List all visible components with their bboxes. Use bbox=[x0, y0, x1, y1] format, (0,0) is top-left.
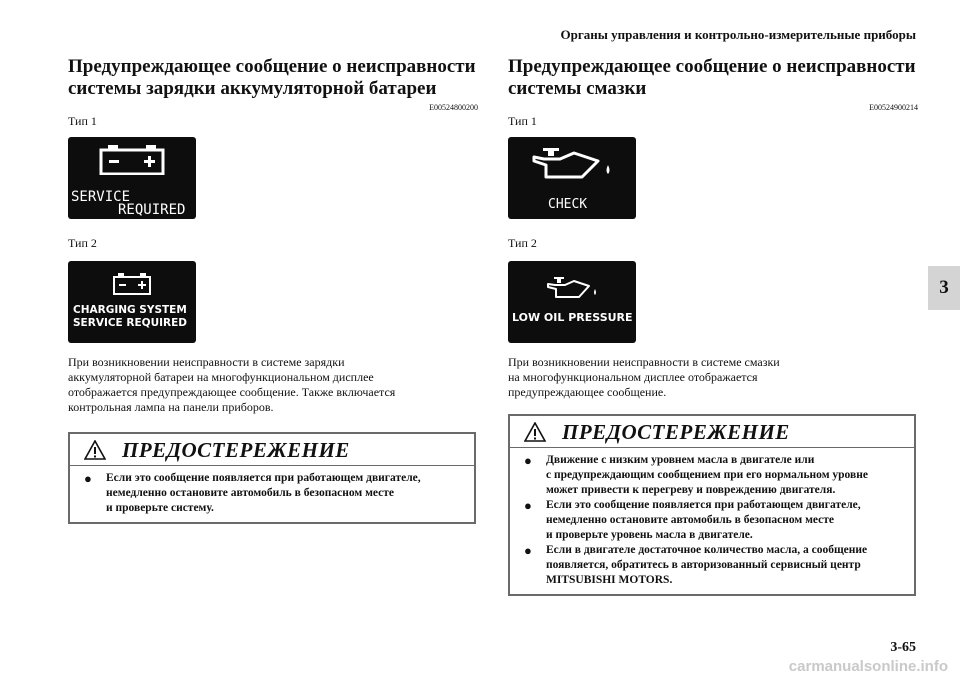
display-type-1 bbox=[508, 137, 636, 219]
warning-title: ПРЕДОСТЕРЕЖЕНИЕ bbox=[562, 420, 790, 444]
oil-can-icon bbox=[546, 277, 600, 299]
warning-text: Если это сообщение появляется при работающем двигателе, немедленно остановите автомобиль в безопасном месте и проверьте систему. bbox=[106, 472, 421, 514]
battery-icon bbox=[98, 145, 166, 175]
warning-item bbox=[524, 453, 902, 498]
section-title bbox=[508, 56, 918, 100]
battery-icon bbox=[112, 273, 152, 295]
chapter-tab: 3 bbox=[928, 266, 960, 310]
body-line: аккумуляторной батареи на многофункциональном дисплее bbox=[68, 370, 374, 384]
display-line-1: SERVICE bbox=[71, 189, 131, 205]
body-line: При возникновении неисправности в системе зарядки bbox=[68, 355, 345, 369]
title-line-1: Предупреждающее сообщение о неисправности bbox=[508, 56, 916, 77]
type-1-label: Тип 1 bbox=[68, 114, 97, 128]
type-2-label: Тип 2 bbox=[68, 236, 97, 250]
warning-item bbox=[524, 543, 902, 588]
page-number: 3-65 bbox=[890, 640, 916, 655]
display-type-1 bbox=[68, 137, 196, 219]
bullet-icon: ● bbox=[524, 498, 532, 513]
warning-text: Если в двигателе достаточное количество масла, а сообщение появляется, обратитесь в авторизованный сервисный центр MITSUBISHI MOTORS. bbox=[546, 544, 868, 586]
display-line-1: CHARGING SYSTEM bbox=[73, 304, 187, 316]
warning-text: Движение с низким уровнем масла в двигателе или с предупреждающим сообщением при его нормальном уровне может привести к перегреву и повреждению двигателя. bbox=[546, 454, 868, 496]
body-line: предупреждающее сообщение. bbox=[508, 385, 667, 399]
body-line: При возникновении неисправности в системе смазки bbox=[508, 355, 780, 369]
display-type-2 bbox=[68, 261, 196, 343]
display-line-1: LOW OIL PRESSURE bbox=[512, 311, 633, 324]
display-line-2: REQUIRED bbox=[118, 202, 186, 218]
bullet-icon: ● bbox=[524, 543, 532, 558]
warning-title: ПРЕДОСТЕРЕЖЕНИЕ bbox=[122, 438, 350, 462]
body-paragraph bbox=[508, 355, 908, 400]
display-type-2 bbox=[508, 261, 636, 343]
type-2-label: Тип 2 bbox=[508, 236, 537, 250]
running-header: Органы управления и контрольно-измерительные приборы bbox=[560, 27, 916, 42]
bullet-icon: ● bbox=[84, 471, 92, 486]
warning-header bbox=[70, 434, 474, 466]
warning-item bbox=[524, 498, 902, 543]
display-line-2: SERVICE REQUIRED bbox=[73, 317, 187, 329]
section-lubrication-system bbox=[508, 56, 918, 596]
section-title bbox=[68, 56, 478, 100]
body-line: на многофункциональном дисплее отображается bbox=[508, 370, 758, 384]
warning-box bbox=[68, 432, 476, 524]
warning-header bbox=[510, 416, 914, 448]
body-line: отображается предупреждающее сообщение. Также включается bbox=[68, 385, 396, 399]
title-line-2: системы смазки bbox=[508, 78, 647, 99]
warning-box bbox=[508, 414, 916, 596]
warning-triangle-icon bbox=[84, 440, 106, 460]
section-charging-system bbox=[68, 56, 478, 524]
body-line: контрольная лампа на панели приборов. bbox=[68, 400, 274, 414]
title-line-2: системы зарядки аккумуляторной батареи bbox=[68, 78, 437, 99]
type-1-label: Тип 1 bbox=[508, 114, 537, 128]
section-code: E00524900214 bbox=[869, 103, 918, 112]
section-code: E00524800200 bbox=[429, 103, 478, 112]
warning-body bbox=[510, 448, 914, 594]
bullet-icon: ● bbox=[524, 453, 532, 468]
title-line-1: Предупреждающее сообщение о неисправности bbox=[68, 56, 476, 77]
warning-body bbox=[70, 466, 474, 522]
warning-text: Если это сообщение появляется при работающем двигателе, немедленно остановите автомобиль в безопасном месте и проверьте уровень масла в двигателе. bbox=[546, 499, 861, 541]
oil-can-icon bbox=[530, 147, 616, 181]
body-paragraph bbox=[68, 355, 468, 415]
warning-triangle-icon bbox=[524, 422, 546, 442]
display-line-1: CHECK bbox=[548, 197, 588, 212]
warning-item bbox=[84, 471, 462, 516]
watermark: carmanualsonline.info bbox=[788, 658, 948, 675]
